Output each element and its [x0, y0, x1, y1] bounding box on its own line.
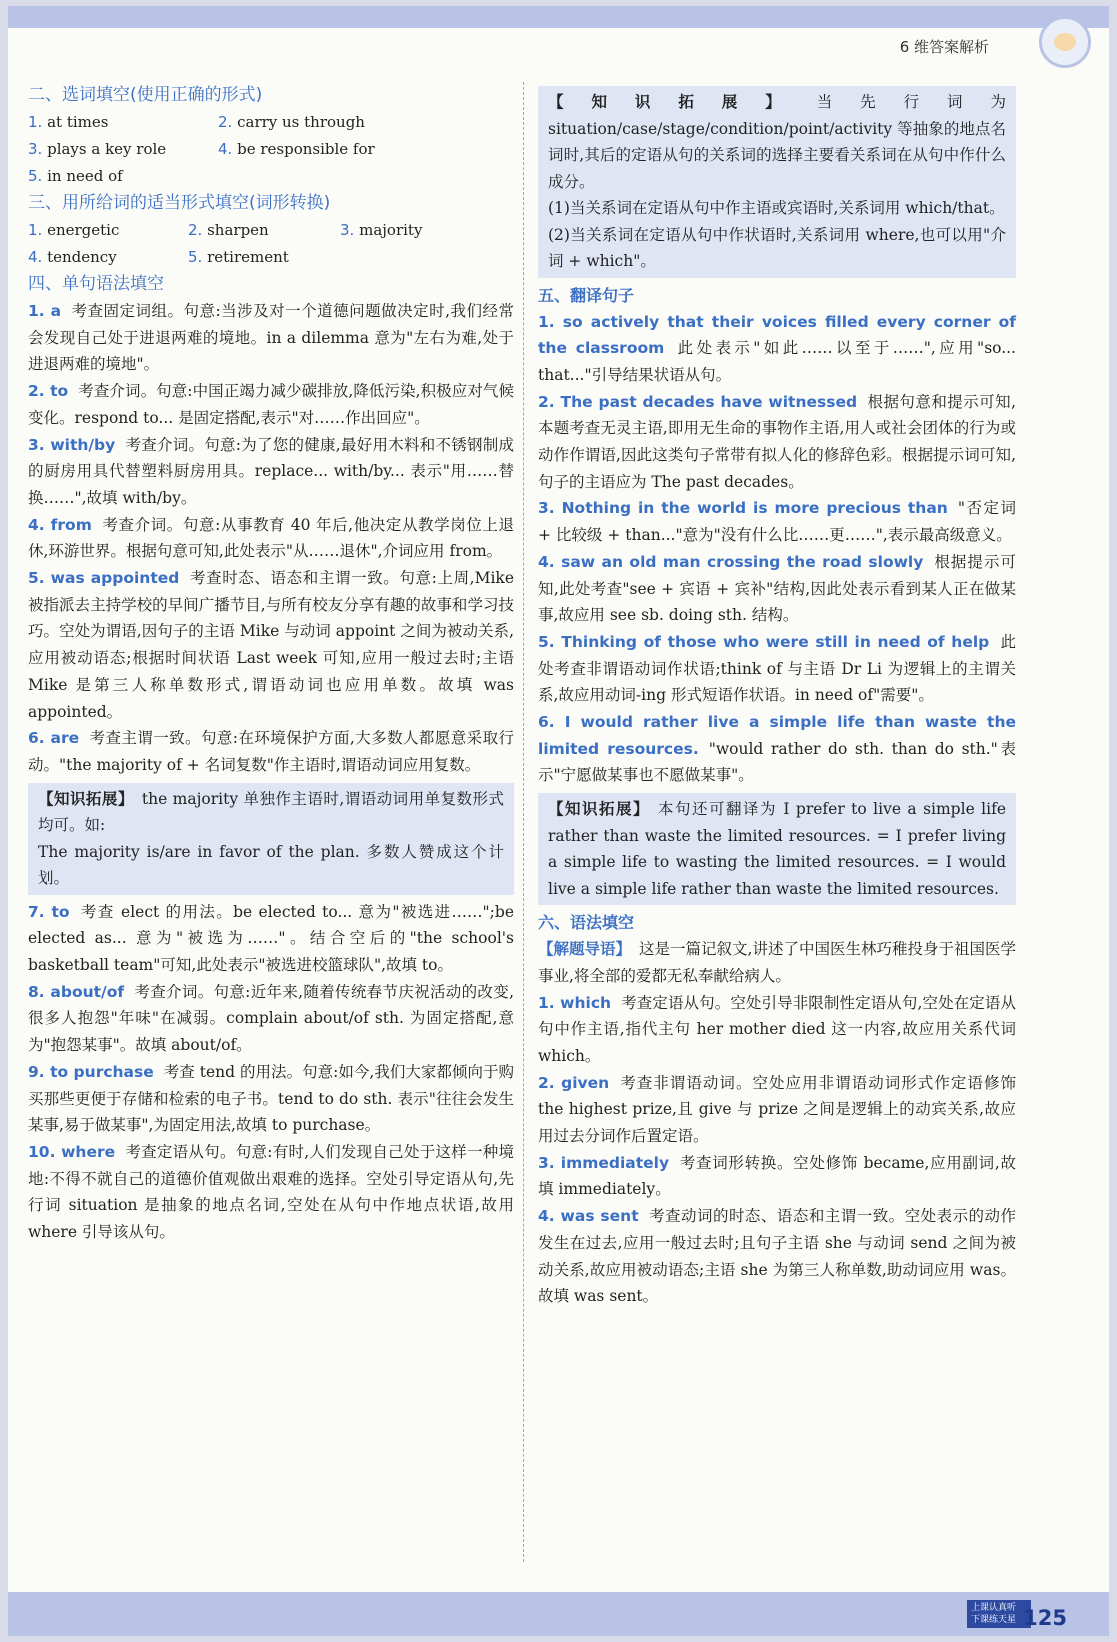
answer-item	[538, 389, 1016, 496]
box-text: 本句还可翻译为 I prefer to live a simple life rather than waste the limited resources. = I prefer living a simple life to wasting the limited resources. = I would live a simple life rather than waste the limited resources.	[548, 800, 1006, 898]
answer-explanation: 考查词形转换。空处修饰 became,应用副词,故填 immediately。	[538, 1153, 1017, 1199]
answer-number: 3.	[340, 221, 355, 239]
answer-key: 4. saw an old man crossing the road slowly	[538, 552, 924, 571]
bottom-band	[8, 1592, 1109, 1636]
guide-text: 这是一篇记叙文,讲述了中国医生林巧稚投身于祖国医学事业,将全部的爱都无私奉献给病人。	[538, 940, 1016, 985]
answer-item	[28, 378, 514, 431]
answer-key: 7. to	[28, 902, 70, 921]
answer-text: tendency	[47, 248, 117, 266]
answer-number: 4.	[218, 140, 233, 158]
answer-explanation: 根据句意和提示可知,本题考查无灵主语,即用无生命的事物作主语,用人或社会团体的行为或动作作谓语,因此这类句子常带有拟人化的修辞色彩。根据提示词可知,句子的主语应为 The past decades。	[538, 392, 1016, 491]
answer-key: 2. given	[538, 1073, 610, 1092]
answer-item	[538, 990, 1016, 1070]
answer-key: 1. so actively that their voices filled every corner of the classroom	[538, 312, 1016, 358]
answer-item	[538, 709, 1016, 789]
answer-key: 3. with/by	[28, 435, 116, 454]
answer-key: 1. which	[538, 993, 612, 1012]
answer-key: 4. from	[28, 515, 92, 534]
answer-item	[28, 512, 514, 565]
answer-item	[28, 565, 514, 725]
answer-explanation: 考查介词。句意:中国正竭力减少碳排放,降低污染,积极应对气候变化。respond to... 是固定搭配,表示"对……作出回应"。	[28, 382, 514, 427]
answer-text: majority	[359, 221, 423, 239]
left-column	[28, 82, 514, 1246]
answer-key: 5. was appointed	[28, 569, 180, 588]
answer-item	[538, 549, 1016, 629]
section-title: 二、选词填空(使用正确的形式)	[28, 85, 263, 105]
answer-explanation: 根据提示可知,此处考查"see + 宾语 + 宾补"结构,因此处表示看到某人正在做某事,故应用 see sb. doing sth. 结构。	[538, 552, 1016, 625]
footer-slogan: 上课认真听 下课练天星	[967, 1600, 1031, 1628]
answer-key: 3. Nothing in the world is more precious than	[538, 499, 948, 518]
answer-item	[28, 899, 514, 979]
answer-text: energetic	[47, 221, 120, 239]
answer-explanation: 考查非谓语动词。空处应用非谓语动词形式作定语修饰 the highest prize,且 give 与 prize 之间是逻辑上的动宾关系,故应用过去分词作后置定语。	[538, 1073, 1016, 1146]
answer-text: plays a key role	[47, 140, 167, 158]
section-title: 六、语法填空	[538, 913, 635, 933]
answer-explanation: 考查 elect 的用法。be elected to... 意为"被选进……";be elected as... 意为"被选为……"。结合空后的"the school's basketball team"可知,此处表示"被选进校篮球队",故填 to。	[28, 902, 514, 975]
answer-number: 5.	[188, 248, 203, 266]
answer-explanation: 考查主谓一致。句意:在环境保护方面,大多数人都愿意采取行动。"the majority of + 名词复数"作主语时,谓语动词应用复数。	[28, 729, 514, 774]
answer-text: be responsible for	[237, 140, 375, 158]
answer-key: 2. The past decades have witnessed	[538, 392, 858, 411]
answer-item	[538, 629, 1016, 709]
answer-item	[28, 298, 514, 378]
knowledge-box	[28, 783, 514, 895]
section-title: 三、用所给词的适当形式填空(词形转换)	[28, 193, 331, 213]
box-text: the majority 单独作主语时,谓语动词用单复数形式均可。如:	[38, 789, 504, 835]
answer-text: in need of	[47, 167, 123, 185]
answer-key: 4. was sent	[538, 1207, 639, 1226]
answer-number: 2.	[218, 113, 233, 131]
answer-number: 1.	[28, 221, 43, 239]
answer-item	[28, 725, 514, 778]
guide-paragraph	[538, 936, 1016, 989]
knowledge-box	[538, 793, 1016, 905]
knowledge-box	[538, 86, 1016, 278]
answer-number: 5.	[28, 167, 43, 185]
answer-item	[538, 1070, 1016, 1150]
page-number: 125	[1023, 1606, 1067, 1630]
answer-key: 3. immediately	[538, 1153, 670, 1172]
answer-item	[28, 1059, 514, 1139]
answer-explanation: 考查固定词组。句意:当涉及对一个道德问题做决定时,我们经常会发现自己处于进退两难的境地。in a dilemma 意为"左右为难,处于进退两难的境地"。	[28, 302, 515, 374]
guide-tag: 【解题导语】	[538, 940, 632, 959]
answer-row	[28, 109, 514, 136]
answer-text: retirement	[207, 248, 289, 266]
right-column	[538, 82, 1016, 1310]
box-point: (2)当关系词在定语从句中作状语时,关系词用 where,也可以用"介词 + which"。	[548, 225, 1006, 270]
answer-text: at times	[47, 113, 109, 131]
answer-key: 9. to purchase	[28, 1062, 154, 1081]
answer-row	[28, 244, 514, 271]
answer-text: carry us through	[237, 113, 365, 131]
answer-explanation: 考查介词。句意:为了您的健康,最好用木料和不锈钢制成的厨房用具代替塑料厨房用具。replace... with/by... 表示"用……替换……",故填 with/by。	[28, 435, 514, 507]
section-title: 四、单句语法填空	[28, 274, 164, 294]
answer-key: 6. are	[28, 729, 80, 748]
answer-explanation: 考查介词。句意:近年来,随着传统春节庆祝活动的改变,很多人抱怨"年味"在减弱。complain about/of sth. 为固定搭配,意为"抱怨某事"。故填 about/of。	[28, 982, 514, 1055]
box-text: 当先行词为 situation/case/stage/condition/point/activity 等抽象的地点名词时,其后的定语从句的关系词的选择主要看关系词在从句中作什么成分。	[548, 93, 1006, 191]
answer-key: 5. Thinking of those who were still in need of help	[538, 632, 990, 651]
answer-item	[28, 432, 514, 512]
answer-key: 2. to	[28, 382, 69, 401]
box-tag: 【知识拓展】	[548, 93, 809, 111]
column-divider	[523, 82, 524, 1562]
answer-explanation: 此处考查非谓语动词作状语;think of 与主语 Dr Li 为逻辑上的主谓关系,故应用动词-ing 形式短语作状语。in need of"需要"。	[538, 632, 1016, 705]
answer-explanation: 考查定语从句。空处引导非限制性定语从句,空处在定语从句中作主语,指代主句 her mother died 这一内容,故应用关系代词 which。	[538, 993, 1016, 1065]
answer-item	[28, 1139, 514, 1246]
answer-key: 10. where	[28, 1142, 116, 1161]
box-tag: 【知识拓展】	[548, 800, 650, 819]
answer-explanation: 考查定语从句。句意:有时,人们发现自己处于这样一种境地:不得不就自己的道德价值观做出艰难的选择。空处引导定语从句,先行词 situation 是抽象的地点名词,空处在从句中作地点状语,故用 where 引导该从句。	[28, 1142, 514, 1242]
answer-page	[8, 6, 1109, 1636]
answer-explanation: "would rather do sth. than do sth."表示"宁愿做某事也不愿做某事"。	[538, 739, 1016, 785]
answer-explanation: "否定词 + 比较级 + than..."意为"没有什么比……更……",表示最高级意义。	[538, 499, 1016, 545]
answer-item	[538, 309, 1016, 389]
answer-explanation: 考查介词。句意:从事教育 40 年后,他决定从教学岗位上退休,环游世界。根据句意可知,此处表示"从……退休",介词应用 from。	[28, 515, 514, 561]
answer-explanation: 考查 tend 的用法。句意:如今,我们大家都倾向于购买那些更便于存储和检索的电子书。tend to do sth. 表示"往往会发生某事,易于做某事",为固定用法,故填 to purchase。	[28, 1062, 515, 1135]
answer-row	[28, 136, 514, 163]
box-tag: 【知识拓展】	[38, 789, 134, 808]
answer-item	[28, 979, 514, 1059]
mascot-icon	[1039, 16, 1091, 68]
section-title: 五、翻译句子	[538, 285, 635, 305]
answer-key: 8. about/of	[28, 982, 125, 1001]
answer-row	[28, 217, 514, 244]
answer-explanation: 此处表示"如此……以至于……",应用"so... that..."引导结果状语从句。	[538, 339, 1016, 384]
answer-number: 3.	[28, 140, 43, 158]
box-point: (1)当关系词在定语从句中作主语或宾语时,关系词用 which/that。	[548, 199, 1005, 217]
box-example: The majority is/are in favor of the plan. 多数人赞成这个计划。	[38, 842, 504, 888]
answer-text: sharpen	[207, 221, 269, 239]
top-band	[8, 6, 1109, 28]
answer-explanation: 考查动词的时态、语态和主谓一致。空处表示的动作发生在过去,应用一般过去时;且句子主语 she 与动词 send 之间为被动关系,故应用被动语态;主语 she 为第三人称单数,助动词应用 was。故填 was sent。	[538, 1207, 1016, 1306]
answer-item	[538, 495, 1016, 548]
page-header-label: 6 维答案解析	[899, 38, 989, 56]
answer-number: 2.	[188, 221, 203, 239]
answer-row	[28, 163, 514, 190]
answer-number: 1.	[28, 113, 43, 131]
answer-explanation: 考查时态、语态和主谓一致。句意:上周,Mike 被指派去主持学校的早间广播节目,与所有校友分享有趣的故事和学习技巧。空处为谓语,因句子的主语 Mike 与动词 appoint 之间为被动关系,应用被动语态;根据时间状语 Last week 可知,应用一般过去时;主语 Mike 是第三人称单数形式,谓语动词也应用单数。故填 was appointed。	[28, 569, 514, 721]
answer-item	[538, 1150, 1016, 1203]
answer-key: 6. I would rather live a simple life than waste the limited resources.	[538, 713, 1016, 758]
answer-item	[538, 1203, 1016, 1310]
answer-number: 4.	[28, 248, 43, 266]
answer-key: 1. a	[28, 302, 62, 320]
